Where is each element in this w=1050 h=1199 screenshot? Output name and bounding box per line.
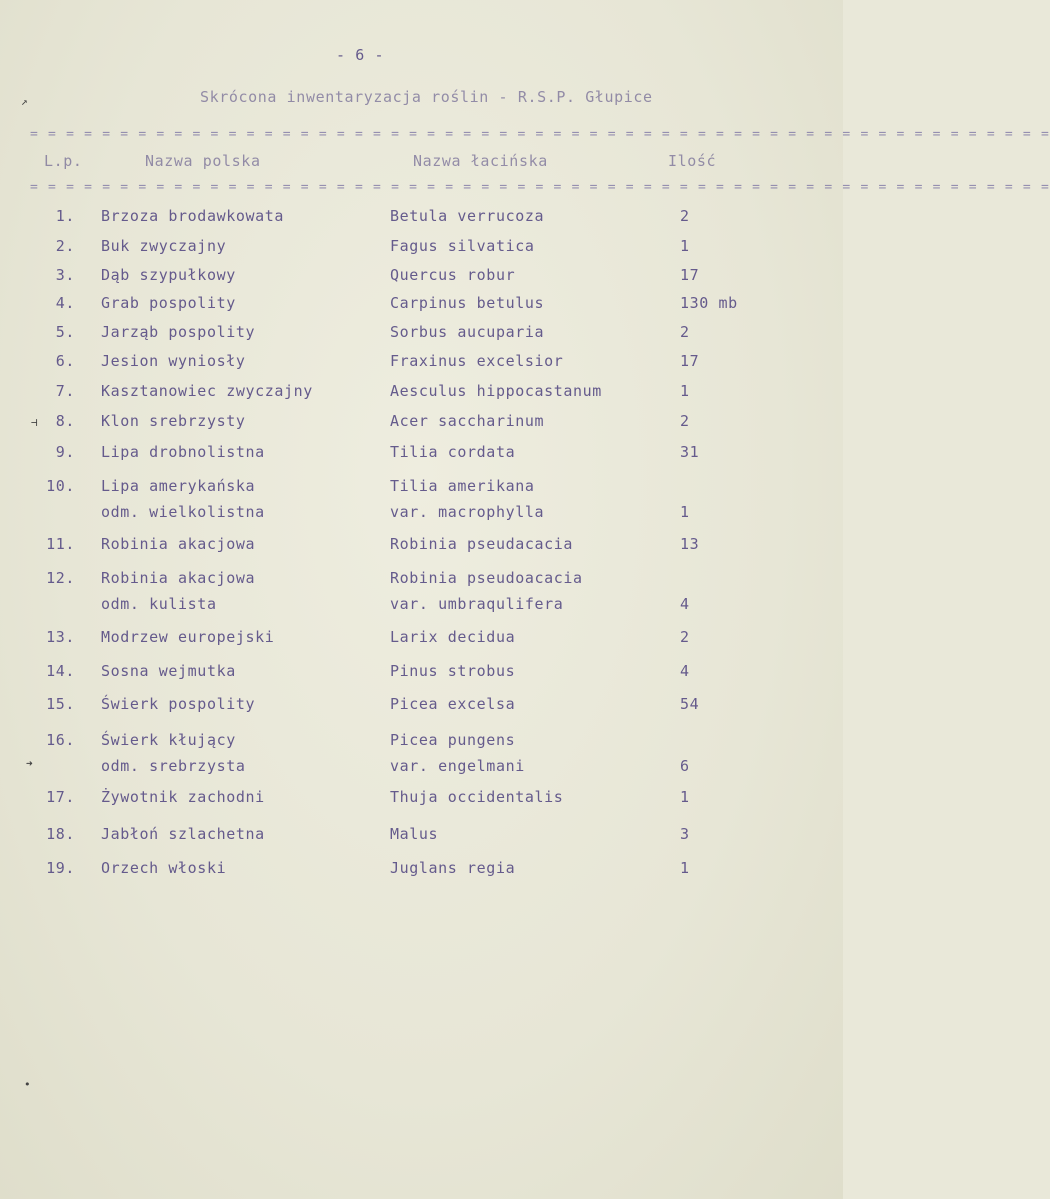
row-number: 10. [46,477,75,495]
table-row [0,207,843,231]
row-number: 5. [55,323,75,341]
quantity: 13 [680,535,700,553]
quantity: 1 [680,788,690,806]
margin-mark: ↗ [21,95,28,108]
table-row [0,382,843,406]
table-row [0,535,843,559]
table-row [0,859,843,883]
polish-name: Orzech włoski [101,859,227,877]
latin-name: Tilia amerikana [390,477,535,495]
page-number: - 6 - [336,46,385,64]
latin-name: Aesculus hippocastanum [390,382,602,400]
quantity: 3 [680,825,690,843]
row-number: 1. [55,207,75,225]
quantity: 17 [680,352,700,370]
table-row [0,477,843,527]
quantity: 1 [680,503,690,521]
polish-name: Brzoza brodawkowata [101,207,284,225]
table-row [0,266,843,290]
polish-name: Klon srebrzysty [101,412,246,430]
latin-name: Malus [390,825,439,843]
polish-name: Świerk pospolity [101,695,256,713]
latin-name: Pinus strobus [390,662,516,680]
quantity: 4 [680,595,690,613]
table-row [0,412,843,436]
latin-name: Picea pungens [390,731,516,749]
row-number: 13. [46,628,75,646]
row-number: 14. [46,662,75,680]
column-header-no: L.p. [44,152,83,170]
table-row [0,662,843,686]
polish-name-variety: odm. srebrzysta [101,757,246,775]
latin-name: Fagus silvatica [390,237,535,255]
margin-mark: ⊣ [31,416,38,429]
quantity: 1 [680,237,690,255]
table-row [0,569,843,619]
document-title: Skrócona inwentaryzacja roślin - R.S.P. Głupice [200,88,653,106]
quantity: 17 [680,266,700,284]
row-number: 11. [46,535,75,553]
quantity: 31 [680,443,700,461]
polish-name: Robinia akacjowa [101,569,256,587]
quantity: 2 [680,207,690,225]
row-number: 15. [46,695,75,713]
quantity: 1 [680,859,690,877]
row-number: 19. [46,859,75,877]
polish-name-variety: odm. kulista [101,595,217,613]
column-header-qty: Ilość [668,152,717,170]
quantity: 1 [680,382,690,400]
polish-name: Jabłoń szlachetna [101,825,265,843]
row-number: 4. [55,294,75,312]
latin-name: Thuja occidentalis [390,788,564,806]
polish-name: Sosna wejmutka [101,662,236,680]
latin-name: Sorbus aucuparia [390,323,545,341]
latin-name-variety: var. umbraqulifera [390,595,564,613]
row-number: 17. [46,788,75,806]
latin-name: Larix decidua [390,628,516,646]
polish-name: Dąb szypułkowy [101,266,236,284]
table-row [0,443,843,467]
header-rule-bottom: = = = = = = = = = = = = = = = = = = = = = = = = = = = = = = = = = = = = = = = = = = = = = = = = = = = = = = = = = [30,180,1050,195]
column-header-latin: Nazwa łacińska [413,152,548,170]
row-number: 3. [55,266,75,284]
table-row [0,788,843,812]
polish-name: Jarząb pospolity [101,323,256,341]
row-number: 16. [46,731,75,749]
margin-mark: ➜ [26,757,33,770]
table-row [0,323,843,347]
header-rule-top: = = = = = = = = = = = = = = = = = = = = = = = = = = = = = = = = = = = = = = = = = = = = = = = = = = = = = = = = = [30,127,1050,142]
quantity: 2 [680,412,690,430]
quantity: 2 [680,323,690,341]
latin-name: Betula verrucoza [390,207,545,225]
table-row [0,825,843,849]
polish-name: Kasztanowiec zwyczajny [101,382,313,400]
latin-name-variety: var. macrophylla [390,503,545,521]
polish-name: Jesion wyniosły [101,352,246,370]
polish-name: Lipa amerykańska [101,477,256,495]
row-number: 18. [46,825,75,843]
column-header-polish: Nazwa polska [145,152,261,170]
polish-name: Świerk kłujący [101,731,236,749]
table-row [0,237,843,261]
quantity: 2 [680,628,690,646]
latin-name: Picea excelsa [390,695,516,713]
polish-name: Buk zwyczajny [101,237,227,255]
row-number: 12. [46,569,75,587]
polish-name-variety: odm. wielkolistna [101,503,265,521]
latin-name-variety: var. engelmani [390,757,525,775]
table-row [0,628,843,652]
polish-name: Grab pospolity [101,294,236,312]
quantity: 6 [680,757,690,775]
table-row [0,731,843,781]
polish-name: Żywotnik zachodni [101,788,265,806]
latin-name: Carpinus betulus [390,294,545,312]
latin-name: Robinia pseudacacia [390,535,573,553]
quantity: 4 [680,662,690,680]
latin-name: Fraxinus excelsior [390,352,564,370]
polish-name: Lipa drobnolistna [101,443,265,461]
row-number: 7. [55,382,75,400]
latin-name: Juglans regia [390,859,516,877]
table-row [0,695,843,719]
margin-mark: • [24,1078,31,1091]
polish-name: Robinia akacjowa [101,535,256,553]
row-number: 2. [55,237,75,255]
row-number: 9. [55,443,75,461]
table-row [0,352,843,376]
latin-name: Tilia cordata [390,443,516,461]
quantity: 130 mb [680,294,738,312]
quantity: 54 [680,695,700,713]
row-number: 8. [55,412,75,430]
latin-name: Acer saccharinum [390,412,545,430]
table-row [0,294,843,318]
latin-name: Robinia pseudoacacia [390,569,583,587]
row-number: 6. [55,352,75,370]
polish-name: Modrzew europejski [101,628,275,646]
latin-name: Quercus robur [390,266,516,284]
